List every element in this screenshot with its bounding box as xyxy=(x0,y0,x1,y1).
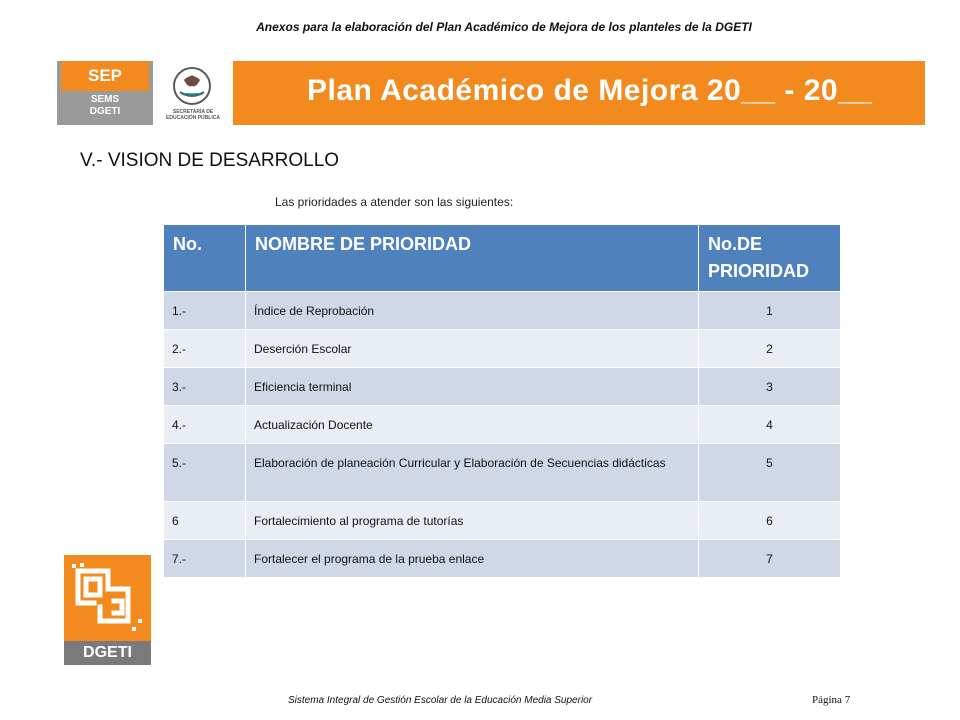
header-no-prioridad: No.DE PRIORIDAD xyxy=(699,225,841,292)
page-number: Página 7 xyxy=(812,694,851,706)
table-row xyxy=(164,406,841,444)
row-priority: 1 xyxy=(699,292,841,330)
priorities-table xyxy=(163,224,841,578)
row-name: Elaboración de planeación Curricular y Elaboración de Secuencias didácticas xyxy=(246,444,699,502)
footer-text: Sistema Integral de Gestión Escolar de la Educación Media Superior xyxy=(288,695,593,706)
dgeti-emblem-icon xyxy=(70,561,145,637)
sep-logo-block xyxy=(57,61,153,125)
sems-dgeti-logo xyxy=(61,94,149,118)
row-name: Eficiencia terminal xyxy=(246,368,699,406)
table-header-row xyxy=(164,225,841,292)
national-seal-icon xyxy=(170,66,214,106)
row-no: 6 xyxy=(164,502,246,540)
table-row xyxy=(164,292,841,330)
row-name: Deserción Escolar xyxy=(246,330,699,368)
sep-logo: SEP xyxy=(61,61,149,91)
row-name: Actualización Docente xyxy=(246,406,699,444)
row-priority: 7 xyxy=(699,540,841,578)
banner-title: Plan Académico de Mejora 20__ - 20__ xyxy=(307,74,873,107)
intro-text: Las prioridades a atender son las siguientes: xyxy=(275,195,514,209)
row-no: 3.- xyxy=(164,368,246,406)
table-row xyxy=(164,330,841,368)
dgeti-logo xyxy=(64,555,151,665)
header-no: No. xyxy=(164,225,246,292)
row-name: Fortalecer el programa de la prueba enlace xyxy=(246,540,699,578)
row-no: 2.- xyxy=(164,330,246,368)
row-priority: 4 xyxy=(699,406,841,444)
plan-banner xyxy=(57,61,925,125)
row-priority: 6 xyxy=(699,502,841,540)
table-row xyxy=(164,368,841,406)
row-name: Índice de Reprobación xyxy=(246,292,699,330)
row-no: 4.- xyxy=(164,406,246,444)
document-header: Anexos para la elaboración del Plan Académico de Mejora de los planteles de la DGETI xyxy=(256,20,752,34)
secretaria-caption xyxy=(155,109,231,121)
secretaria-caption-line1: SECRETARÍA DE xyxy=(172,109,214,115)
row-priority: 3 xyxy=(699,368,841,406)
row-name: Fortalecimiento al programa de tutorías xyxy=(246,502,699,540)
table-row xyxy=(164,502,841,540)
secretaria-caption-line2: EDUCACIÓN PÚBLICA xyxy=(166,115,220,121)
dgeti-logo-label: DGETI xyxy=(64,641,151,665)
table-row xyxy=(164,540,841,578)
table-row xyxy=(164,444,841,502)
row-priority: 5 xyxy=(699,444,841,502)
row-no: 7.- xyxy=(164,540,246,578)
row-no: 1.- xyxy=(164,292,246,330)
national-seal-block xyxy=(153,61,233,125)
header-nombre-prioridad: NOMBRE DE PRIORIDAD xyxy=(246,225,699,292)
sems-label: SEMS xyxy=(90,94,120,105)
section-title: V.- VISION DE DESARROLLO xyxy=(80,150,340,171)
row-priority: 2 xyxy=(699,330,841,368)
row-no: 5.- xyxy=(164,444,246,502)
dgeti-label: DGETI xyxy=(89,106,121,117)
